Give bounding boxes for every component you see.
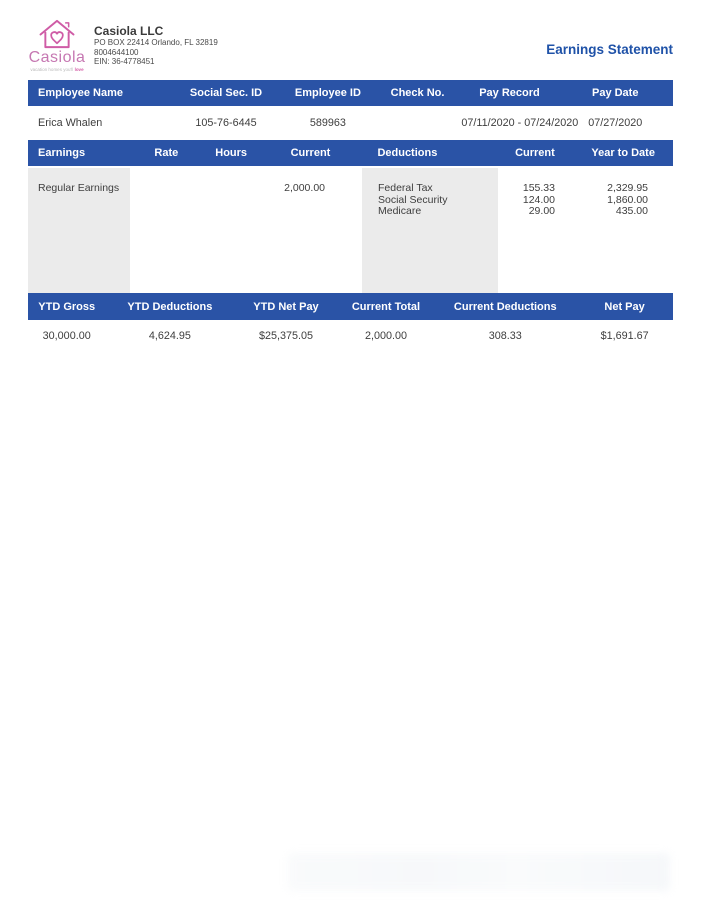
header-employee-id: Employee ID: [294, 87, 361, 99]
earnings-row-label: Regular Earnings: [38, 182, 120, 194]
summary-table-header: [28, 293, 673, 320]
net-pay-value: $1,691.67: [600, 330, 649, 342]
header-check-no: Check No.: [390, 87, 445, 99]
header-pay-record: Pay Record: [479, 87, 540, 99]
company-name: Casiola LLC: [94, 24, 164, 38]
document-header: [28, 18, 673, 78]
deductions-ytd-column: [555, 183, 648, 293]
logo-wordmark: Casiola: [28, 49, 86, 66]
company-address: PO BOX 22414 Orlando, FL 32819: [94, 38, 218, 47]
deduction-ytd: 435.00: [615, 205, 648, 217]
header-ytd-deductions: YTD Deductions: [127, 300, 213, 313]
header-year-to-date: Year to Date: [591, 147, 655, 159]
employee-table-header: [28, 80, 673, 106]
deduction-ytd: 2,329.95: [607, 182, 648, 194]
header-employee-name: Employee Name: [38, 87, 123, 99]
casiola-house-heart-icon: [37, 18, 77, 51]
deduction-label: Social Security: [378, 193, 448, 206]
header-pay-date: Pay Date: [591, 87, 639, 99]
company-info: [94, 18, 218, 78]
header-hours: Hours: [215, 147, 248, 159]
employee-table-row: [28, 106, 673, 140]
header-current-deductions: Current Deductions: [453, 300, 557, 313]
header-deductions: Deductions: [377, 147, 438, 159]
earnings-current-column: [130, 168, 362, 293]
scan-artifact-watermark: [288, 853, 670, 891]
header-deductions-current: Current: [515, 147, 555, 159]
social-sec-id-value: 105-76-6445: [195, 117, 257, 129]
current-total-value: 2,000.00: [364, 330, 407, 342]
company-ein: EIN: 36-4778451: [94, 57, 155, 66]
header-ytd-gross: YTD Gross: [38, 300, 96, 313]
deductions-label-column: [362, 168, 498, 293]
deduction-label: Federal Tax: [378, 182, 433, 194]
deductions-current-column: [498, 183, 555, 293]
current-deductions-value: 308.33: [488, 330, 522, 342]
deduction-label: Medicare: [378, 205, 422, 217]
employee-table: [28, 80, 673, 140]
header-ytd-net-pay: YTD Net Pay: [253, 300, 319, 313]
earnings-table-body: [28, 168, 673, 293]
pay-record-value: 07/11/2020 - 07/24/2020: [461, 117, 579, 129]
earnings-table: [28, 140, 673, 293]
header-current-total: Current Total: [351, 300, 421, 313]
ytd-net-pay-value: $25,375.05: [258, 330, 313, 342]
company-logo: [28, 18, 86, 78]
pay-date-value: 07/27/2020: [588, 117, 643, 129]
ytd-gross-value: 30,000.00: [42, 330, 91, 342]
deduction-ytd: 1,860.00: [607, 193, 648, 206]
earnings-label-column: [28, 168, 130, 293]
deductions-amounts-columns: [498, 168, 673, 293]
header-earnings: Earnings: [38, 147, 86, 159]
page-title: Earnings Statement: [546, 42, 673, 57]
earnings-table-header: [28, 140, 673, 166]
employee-name-value: Erica Whalen: [38, 117, 103, 129]
logo-tagline: vacation homes you'll love: [30, 67, 84, 72]
header-current: Current: [290, 147, 331, 159]
ytd-deductions-value: 4,624.95: [148, 330, 191, 342]
header-rate: Rate: [154, 147, 179, 159]
deduction-current: 155.33: [522, 182, 555, 194]
summary-table-row: [28, 320, 673, 352]
header-social-sec-id: Social Sec. ID: [189, 87, 263, 99]
company-phone: 8004644100: [94, 47, 139, 57]
deduction-current: 124.00: [522, 193, 555, 206]
employee-id-value: 589963: [309, 117, 346, 129]
earnings-current-value: 2,000.00: [284, 182, 325, 194]
deduction-current: 29.00: [528, 205, 555, 217]
summary-table: [28, 293, 673, 352]
header-net-pay: Net Pay: [604, 300, 645, 313]
